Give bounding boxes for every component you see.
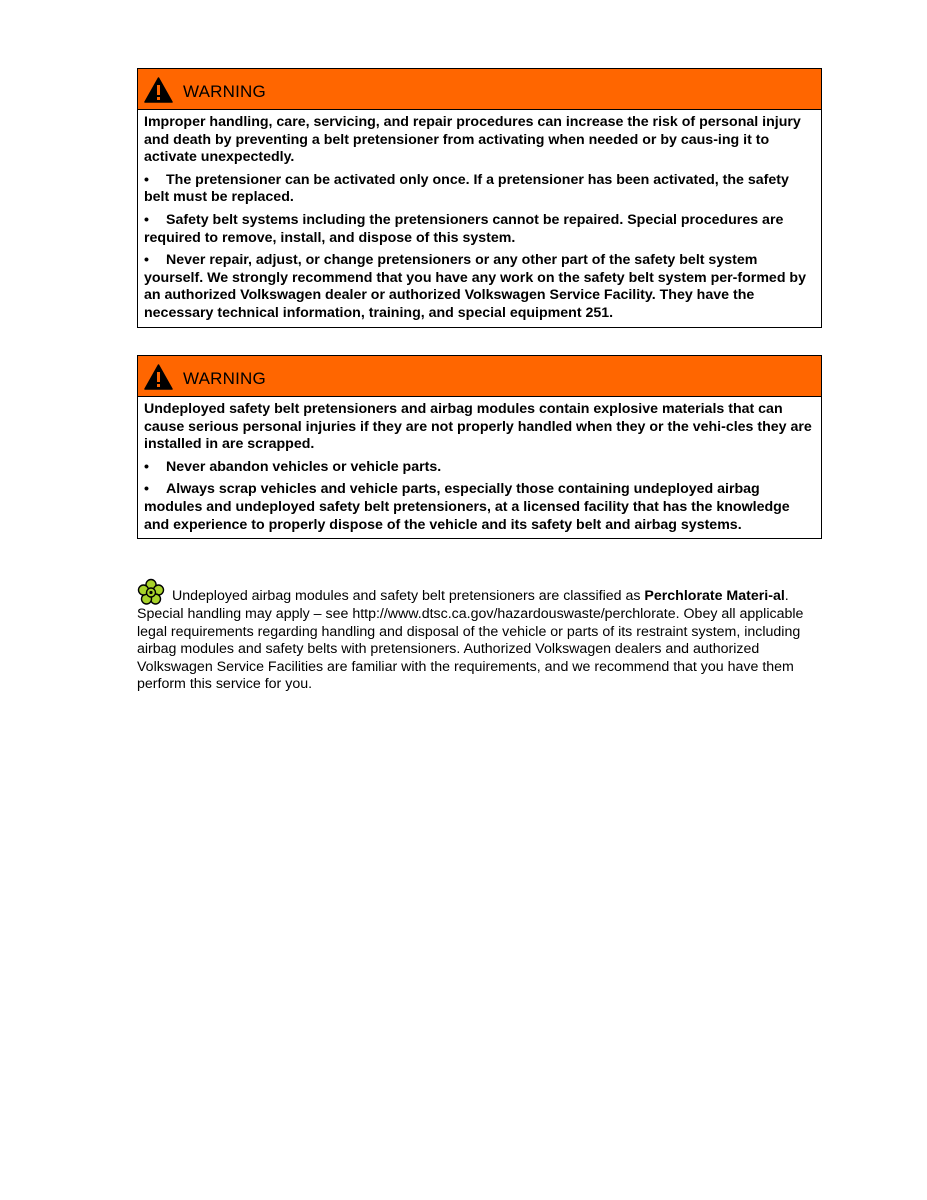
bullet-symbol: • (144, 252, 149, 269)
note-bold-term: Perchlorate Materi-al (644, 588, 785, 604)
bullet-text: Never repair, adjust, or change pretensioners or any other part of the safety belt system yourself. We strongly recommend that you have any work on the safety belt system per-formed by an authorized Volkswagen dealer or authorized Volkswagen Service Facility. They have the necessary technical information, training, and special equipment 251. (144, 252, 806, 321)
warning-bullet (144, 459, 815, 477)
warning-header (138, 356, 821, 397)
bullet-symbol: • (144, 481, 149, 498)
warning-bullet (144, 481, 815, 534)
warning-box-1 (137, 68, 822, 328)
warning-header (138, 69, 821, 110)
warning-body (138, 110, 821, 327)
warning-triangle-icon (144, 364, 173, 390)
bullet-symbol: • (144, 211, 149, 228)
bullet-text: The pretensioner can be activated only once. If a pretensioner has been activated, the safety belt must be replaced. (144, 171, 789, 206)
warning-body (138, 397, 821, 538)
warning-bullet (144, 172, 815, 207)
warning-triangle-icon (144, 77, 173, 103)
note-text-before: Undeployed airbag modules and safety belt pretensioners are classified as (172, 588, 645, 604)
warning-title: WARNING (183, 82, 266, 101)
warning-bullet (144, 212, 815, 247)
warning-intro: Improper handling, care, servicing, and repair procedures can increase the risk of personal injury and death by preventing a belt pretensioner from activating when needed or by caus-ing it to activate unexpectedly. (144, 114, 801, 166)
bullet-text: Safety belt systems including the pretensioners cannot be repaired. Special procedures are required to remove, install, and dispose of this system. (144, 211, 784, 246)
warning-intro: Undeployed safety belt pretensioners and airbag modules contain explosive materials that can cause serious personal injuries if they are not properly handled when they or the vehi-cles they are installed in are scrapped. (144, 401, 812, 453)
bullet-text: Always scrap vehicles and vehicle parts, especially those containing undeployed airbag modules and undeployed safety belt pretensioners, at a licensed facility that has the knowledge and experience to properly dispose of the vehicle and its safety belt and airbag systems. (144, 481, 790, 533)
warning-box-2 (137, 355, 822, 539)
bullet-text: Never abandon vehicles or vehicle parts. (166, 458, 442, 475)
environment-note (137, 578, 823, 694)
warning-bullet (144, 252, 815, 322)
warning-title: WARNING (183, 369, 266, 388)
note-text-after: . Special handling may apply – see http://www.dtsc.ca.gov/hazardouswaste/perchlorate. Obey all applicable legal requirements regarding handling and disposal of the vehicle or parts of its restraint system, including airbag modules and safety belts with pretensioners. Authorized Volkswagen dealers and authorized Volkswagen Service Facilities are familiar with the requirements, and we recommend that you have them perform this service for you. (137, 588, 804, 693)
environment-flower-icon (137, 578, 165, 606)
bullet-symbol: • (144, 458, 149, 475)
bullet-symbol: • (144, 171, 149, 188)
